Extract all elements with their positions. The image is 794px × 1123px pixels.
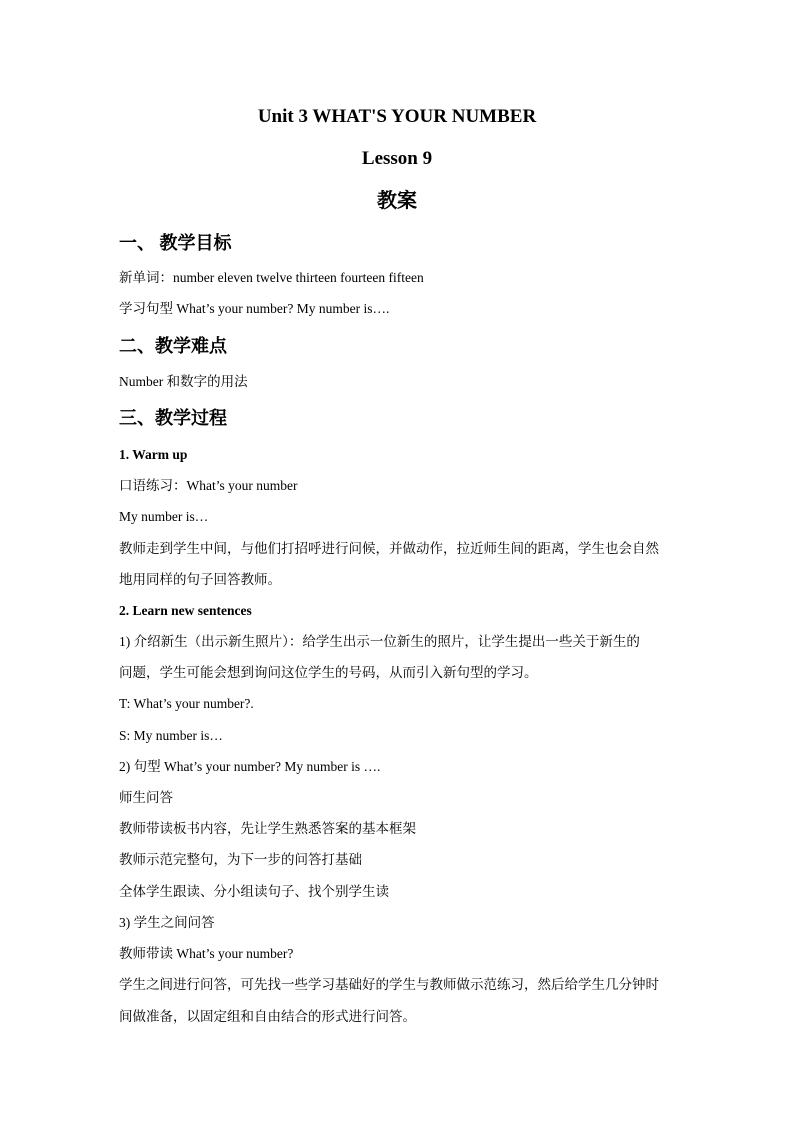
learn-line: 教师示范完整句，为下一步的问答打基础 <box>119 852 362 867</box>
goals-new-words: 新单词：number eleven twelve thirteen fourteen fifteen <box>119 270 424 285</box>
learn-line: 间做准备，以固定组和自由结合的形式进行问答。 <box>119 1009 416 1024</box>
warmup-line: 口语练习：What’s your number <box>119 478 298 493</box>
section-heading-difficulty: 二、教学难点 <box>119 336 227 356</box>
learn-line: 教师带读 What’s your number? <box>119 946 294 961</box>
learn-line: 学生之间进行问答，可先找一些学习基础好的学生与教师做示范练习，然后给学生几分钟时 <box>119 977 659 992</box>
learn-line: 全体学生跟读、分小组读句子、找个别学生读 <box>119 884 389 899</box>
section-heading-goals: 一、 教学目标 <box>119 233 232 253</box>
warmup-line: 教师走到学生中间，与他们打招呼进行问候，并做动作，拉近师生间的距离，学生也会自然 <box>119 541 659 556</box>
learn-line: S: My number is… <box>119 728 223 743</box>
learn-line: 教师带读板书内容，先让学生熟悉答案的基本框架 <box>119 821 416 836</box>
learn-line: 1) 介绍新生（出示新生照片）：给学生出示一位新生的照片，让学生提出一些关于新生的 <box>119 634 640 649</box>
learn-line: 2) 句型 What’s your number? My number is …. <box>119 759 381 774</box>
doc-type-title: 教案 <box>377 190 417 212</box>
difficulty-line: Number 和数字的用法 <box>119 374 248 389</box>
warmup-line: 地用同样的句子回答教师。 <box>119 572 281 587</box>
section-heading-process: 三、教学过程 <box>119 408 227 428</box>
unit-title: Unit 3 WHAT'S YOUR NUMBER <box>257 106 537 127</box>
warmup-title: 1. Warm up <box>119 447 188 462</box>
warmup-line: My number is… <box>119 509 209 524</box>
learn-title: 2. Learn new sentences <box>119 603 252 618</box>
learn-line: 师生问答 <box>119 790 173 805</box>
goals-sentence-pattern: 学习句型 What’s your number? My number is…. <box>119 301 390 316</box>
learn-line: 3) 学生之间问答 <box>119 915 215 930</box>
lesson-title: Lesson 9 <box>361 148 433 169</box>
learn-line: 问题，学生可能会想到询问这位学生的号码，从而引入新句型的学习。 <box>119 665 538 680</box>
learn-line: T: What’s your number?. <box>119 696 254 711</box>
